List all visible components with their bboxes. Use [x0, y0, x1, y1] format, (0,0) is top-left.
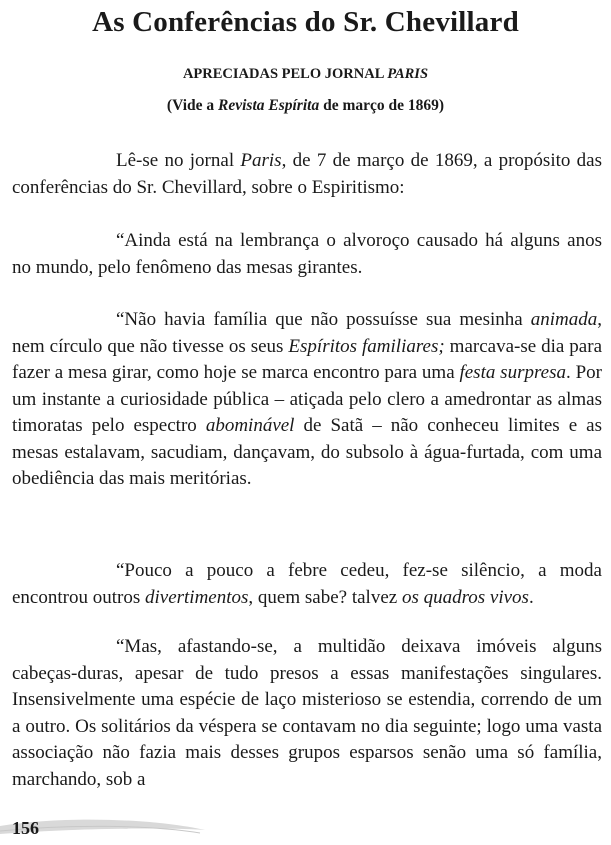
p3-italic-3: festa surpresa [459, 362, 566, 383]
p3-text-3: marcava-se dia para fazer a mesa girar, como hoje se marca encontro para uma [12, 335, 602, 383]
p4-italic-1: divertimentos [144, 586, 249, 608]
p1-text-2: , de 7 de março de 1869, a propósito das conferências do Sr. Chevillard, sobre o Espiritismo: [12, 150, 603, 198]
page-ornament-swoosh [0, 812, 300, 845]
p3-text-5: de Satã – não conheceu limites e as mesas estalavam, sacudiam, dançavam, do subsolo à água-furtada, com uma obediência das mais meritórias. [12, 415, 602, 489]
p1-italic-1: Paris [240, 150, 282, 171]
p3-italic-2: Espíritos familiares; [288, 335, 445, 357]
p3-text-4: . Por um instante a curiosidade pública – atiçada pelo clero a amedrontar as almas timoratas pelo espectro [12, 362, 602, 436]
p4-text-2: , quem sabe? talvez [248, 586, 402, 608]
chapter-subtitle [0, 66, 611, 83]
reference-magazine: Revista Espírita [218, 97, 320, 114]
subtitle-newspaper: PARIS [387, 66, 429, 82]
paragraph-5 [12, 634, 602, 793]
p5-text-1: “Mas, afastando-se, a multidão deixava imóveis alguns cabeças-duras, apesar de tudo presos a essas manifestações singulares. Insensivelmente uma espécie de laço misterioso se estendia, correndo de um a outro. Os solitários da véspera se contavam no dia seguinte; logo uma vasta associação não fazia mais desses grupos esparsos senão uma só família, marchando, sob a [12, 636, 602, 790]
p2-text-1: “Ainda está na lembrança o alvoroço causado há alguns anos no mundo, pelo fenômeno das mesas girantes. [12, 230, 602, 278]
paragraph-2 [12, 228, 602, 281]
chapter-title: As Conferências do Sr. Chevillard [92, 6, 519, 38]
page-number: 156 [12, 818, 39, 838]
p3-text-1: “Não havia família que não possuísse sua mesinha [116, 309, 531, 330]
p3-italic-1: animada [530, 309, 598, 330]
paragraph-1 [12, 148, 602, 201]
reference-note [0, 97, 611, 115]
p4-text-3: . [528, 586, 534, 608]
paragraph-4 [12, 558, 602, 611]
paragraph-3 [12, 307, 602, 493]
subtitle-text: APRECIADAS PELO JORNAL [182, 66, 388, 82]
reference-after: de março de 1869) [319, 97, 445, 114]
reference-before: (Vide a [166, 97, 219, 114]
p3-text-2: , nem círculo que não tivesse os seus [12, 309, 602, 357]
p4-italic-2: os quadros vivos [401, 586, 529, 608]
p3-italic-4: abominável [205, 415, 295, 436]
p4-text-1: “Pouco a pouco a febre cedeu, fez-se silêncio, a moda encontrou outros [12, 560, 602, 608]
p1-text-1: Lê-se no jornal [116, 150, 241, 171]
